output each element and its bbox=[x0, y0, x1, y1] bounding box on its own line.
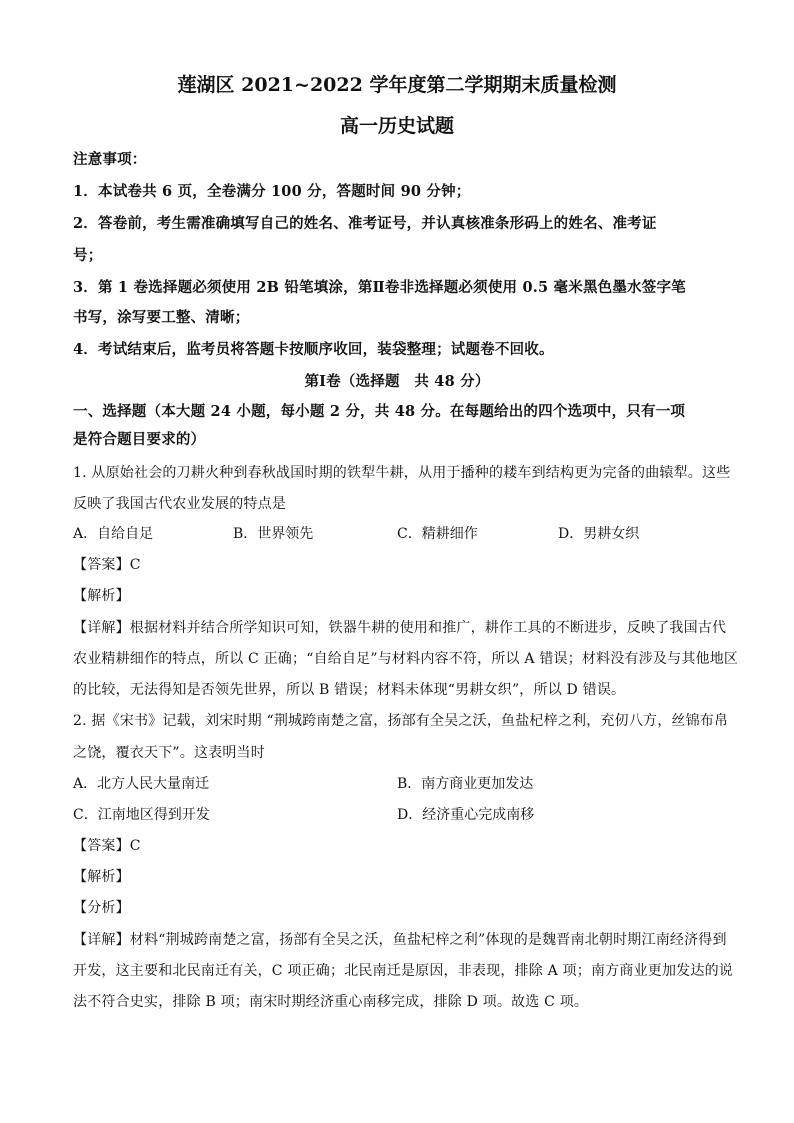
exam-subtitle: 高一历史试题 bbox=[339, 115, 454, 137]
question-1-detail-3: 的比较，无法得知是否领先世界，所以 B 错误；材料未体现“男耕女织”，所以 D 错误。 bbox=[73, 682, 626, 698]
question-1-option-d: D．男耕女织 bbox=[558, 526, 640, 542]
question-2-option-d: D．经济重心完成南移 bbox=[397, 807, 535, 823]
section-instructions-cont: 是符合题目要求的） bbox=[73, 431, 206, 448]
section-instructions: 一、选择题（本大题 24 小题，每小题 2 分，共 48 分。在每题给出的四个选项中，只有一项 bbox=[73, 403, 686, 420]
question-2-stem: 2. 据《宋书》记载，刘宋时期 “荆城跨南楚之富，扬部有全吴之沃，鱼盐杞梓之利，充仞八方，丝锦布帛 bbox=[73, 713, 729, 729]
question-1-option-b: B．世界领先 bbox=[233, 526, 314, 542]
notice-item-3-cont: 书写，涂写要工整、清晰； bbox=[73, 309, 250, 326]
question-1-stem-cont: 反映了我国古代农业发展的特点是 bbox=[73, 496, 286, 512]
notice-item-2: 2．答卷前，考生需准确填写自己的姓名、准考证号，并认真核准条形码上的姓名、准考证 bbox=[73, 215, 657, 232]
question-2-detail-1: 【详解】材料“荆城跨南楚之富，扬部有全吴之沃，鱼盐杞梓之利”体现的是魏晋南北朝时期江南经济得到 bbox=[73, 932, 727, 948]
notice-item-2-cont: 号； bbox=[73, 247, 103, 264]
question-2-answer: 【答案】C bbox=[73, 838, 141, 854]
question-2-analysis-label: 【解析】 bbox=[73, 869, 130, 885]
question-2-fenxi-label: 【分析】 bbox=[73, 900, 130, 916]
question-2-option-c: C．江南地区得到开发 bbox=[73, 807, 210, 823]
question-2-option-b: B．南方商业更加发达 bbox=[397, 776, 534, 792]
notice-heading: 注意事项： bbox=[73, 151, 147, 168]
question-1-answer: 【答案】C bbox=[73, 557, 141, 573]
question-1-detail-1: 【详解】根据材料并结合所学知识可知，铁器牛耕的使用和推广，耕作工具的不断进步，反映了我国古代 bbox=[73, 620, 727, 636]
question-2-detail-2: 开发，这主要和北民南迁有关，C 项正确；北民南迁是原因，非表现，排除 A 项；南方商业更加发达的说 bbox=[73, 963, 733, 979]
notice-item-1: 1．本试卷共 6 页，全卷满分 100 分，答题时间 90 分钟； bbox=[73, 183, 471, 200]
question-2-stem-cont: 之饶，覆衣天下”。这表明当时 bbox=[73, 745, 265, 761]
question-2-option-a: A．北方人民大量南迁 bbox=[73, 776, 210, 792]
question-1-detail-2: 农业精耕细作的特点，所以 C 正确；“自给自足”与材料内容不符，所以 A 错误；材料没有涉及与其他地区 bbox=[73, 651, 739, 667]
question-1-analysis-label: 【解析】 bbox=[73, 588, 130, 604]
question-1-option-a: A．自给自足 bbox=[73, 526, 154, 542]
question-2-detail-3: 法不符合史实，排除 B 项；南宋时期经济重心南移完成，排除 D 项。故选 C 项。 bbox=[73, 994, 589, 1010]
question-1-stem: 1. 从原始社会的刀耕火种到春秋战国时期的铁犁牛耕，从用于播种的耧车到结构更为完备的曲辕犁。这些 bbox=[73, 465, 731, 481]
notice-item-3: 3．第 1 卷选择题必须使用 2B 铅笔填涂，第Ⅱ卷非选择题必须使用 0.5 毫米黑色墨水签字笔 bbox=[73, 279, 686, 296]
question-1-option-c: C．精耕细作 bbox=[397, 526, 478, 542]
exam-title: 莲湖区 2021~2022 学年度第二学期期末质量检测 bbox=[177, 74, 617, 96]
notice-item-4: 4．考试结束后，监考员将答题卡按顺序收回，装袋整理；试题卷不回收。 bbox=[73, 341, 554, 358]
section-title: 第Ⅰ卷（选择题 共 48 分） bbox=[304, 373, 490, 390]
